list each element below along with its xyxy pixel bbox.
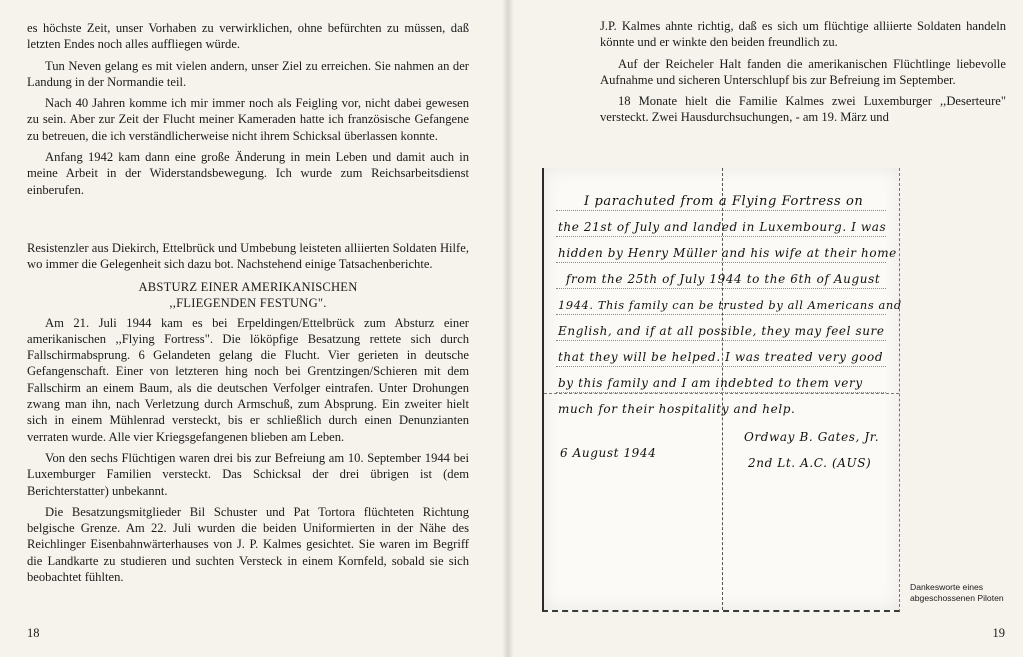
heading-line-1: ABSTURZ EINER AMERIKANISCHEN [138, 279, 358, 294]
page-number-right: 19 [992, 626, 1005, 640]
letter-date: 6 August 1944 [560, 446, 657, 460]
letter-line: the 21st of July and landed in Luxembourg. I was [558, 220, 887, 234]
letter-line: that they will be helped. I was treated very good [558, 350, 884, 364]
letter-rule [556, 314, 886, 315]
paragraph: Von den sechs Flüchtigen waren drei bis zur Befreiung am 10. September 1944 bei Luxemburger Familien versteckt. Das Schicksal der drei übrigen ist (dem Berichterstatter) unbekannt. [27, 450, 469, 498]
paragraph: Am 21. Juli 1944 kam es bei Erpeldingen/Ettelbrück zum Absturz einer amerikanischen ,,Flying Fortress". Die lököpfige Besatzung rettete sich durch Fallschirmabsprung. 6 Gelandeten gelang die Flucht. Vier gerieten in deutsche Gefangenschaft. Einer von letzteren hing noch bei Grentzingen/Schieren mit dem Fallschirm an einem Baum, als die deutschen Verfolger eintrafen. Unter Drohungen zwang man ihn, nach Verletzung durch Armschuß, zum Absprung. Ein zweiter hielt sich in einem Mühlenrad versteckt, bis er schließlich durch einen Denunzianten verraten wurde. Alle vier Kriegsgefangenen blieben am Leben. [27, 315, 469, 444]
letter-line: I parachuted from a Flying Fortress on [584, 194, 864, 209]
paragraph: J.P. Kalmes ahnte richtig, daß es sich um flüchtige alliierte Soldaten handeln könnte und er winkte den beiden freundlich zu. [600, 19, 1006, 50]
letter-rule [556, 236, 886, 237]
paragraph: es höchste Zeit, unser Vorhaben zu verwirklichen, ohne befürchten zu müssen, daß letzten Endes noch alles auffliegen würde. [27, 21, 469, 52]
left-text-bottom [27, 240, 469, 590]
letter-rule [556, 366, 886, 367]
photo-caption [910, 582, 1020, 604]
left-text-top [27, 20, 469, 203]
letter-fold-horizontal [544, 393, 899, 394]
letter-line: English, and if at all possible, they may feel sure [558, 324, 885, 338]
letter-rule [556, 210, 886, 211]
letter-rank: 2nd Lt. A.C. (AUS) [748, 456, 872, 470]
letter-rule [556, 262, 886, 263]
right-page [512, 0, 1023, 657]
letter-line: from the 25th of July 1944 to the 6th of August [566, 272, 881, 286]
paragraph: Tun Neven gelang es mit vielen andern, unser Ziel zu erreichen. Sie nahmen an der Landung in der Normandie teil. [27, 58, 469, 89]
letter-line: hidden by Henry Müller and his wife at their home [558, 246, 897, 260]
paragraph: Die Besatzungsmitglieder Bil Schuster und Pat Tortora flüchteten Richtung belgische Grenze. Am 22. Juli wurden die beiden Uniformierten in der Nähe des Reichlinger Eisenbahnwärterhauses von J. P. Kalmes gesichtet. Sie waren im Begriff die Landkarte zu studieren und suchten Versteck in einem Kornfeld, sobald sie sich beobachtet fühlten. [27, 504, 469, 585]
section-heading [27, 279, 469, 311]
letter-line: much for their hospitality and help. [558, 402, 796, 416]
letter-line: 1944. This family can be trusted by all Americans and [558, 298, 902, 312]
right-text [600, 18, 1006, 131]
handwritten-letter-photo [542, 168, 900, 612]
page-number-left: 18 [27, 626, 40, 640]
intro-paragraph: Resistenzler aus Diekirch, Ettelbrück und Umbebung leisteten alliierten Soldaten Hilfe, wo immer die Gelegenheit sich dazu bot. Nachstehend einige Tatsachenberichte. [27, 241, 469, 272]
caption-line-1: Dankesworte eines [910, 582, 984, 592]
paragraph: Nach 40 Jahren komme ich mir immer noch als Feigling vor, nicht dabei gewesen zu sein. Aber zur Zeit der Flucht meiner Kameraden hatte ich französische Gefangene zu betreuen, die ich verständlicherweise nicht ihrem Schicksal überlassen konnte. [27, 96, 469, 143]
letter-signature: Ordway B. Gates, Jr. [744, 430, 880, 444]
paragraph: Anfang 1942 kam dann eine große Änderung in mein Leben und damit auch in meine Arbeit in der Widerstandsbewegung. Ich wurde zum Reichsarbeitsdienst einberufen. [27, 150, 469, 197]
heading-line-2: ,,FLIEGENDEN FESTUNG". [169, 295, 327, 310]
letter-line: by this family and I am indebted to them very [558, 376, 863, 390]
letter-rule [556, 288, 886, 289]
left-page [0, 0, 500, 657]
letter-rule [556, 392, 886, 393]
paragraph: 18 Monate hielt die Familie Kalmes zwei Luxemburger ,,Deserteure" versteckt. Zwei Hausdurchsuchungen, - am 19. März und [600, 94, 1006, 125]
letter-rule [556, 340, 886, 341]
caption-line-2: abgeschossenen Piloten [910, 593, 1004, 603]
paragraph: Auf der Reicheler Halt fanden die amerikanischen Flüchtlinge liebevolle Aufnahme und sicheren Unterschlupf bis zur Befreiung im September. [600, 56, 1006, 87]
